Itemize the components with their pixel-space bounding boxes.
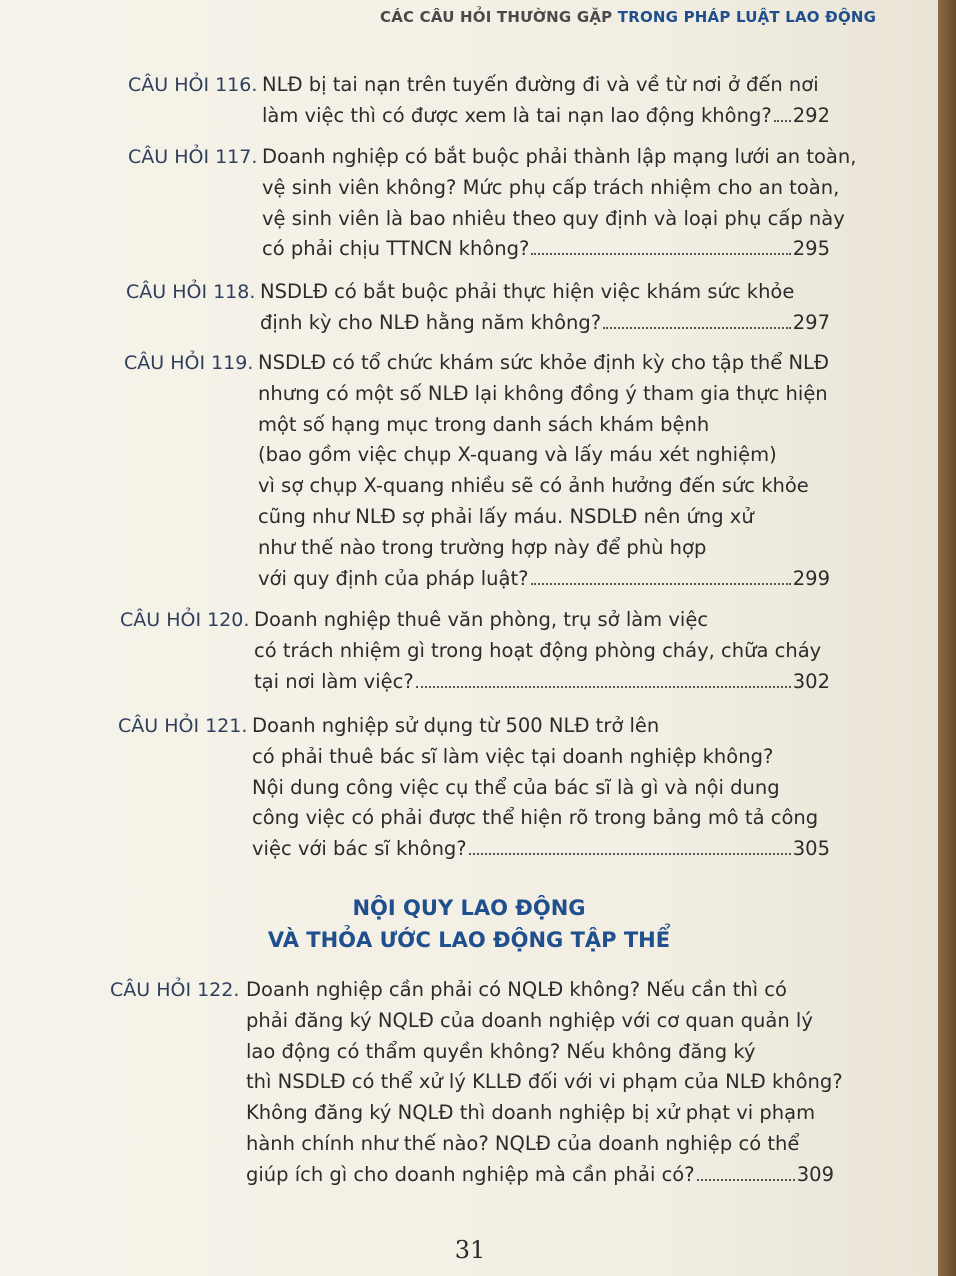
question-number: CÂU HỎI 117. xyxy=(128,146,258,168)
page-reference[interactable]: 309 xyxy=(796,1162,834,1186)
question-text xyxy=(254,605,830,697)
question-line: có phải thuê bác sĩ làm việc tại doanh nghiệp không? xyxy=(252,744,774,768)
question-line: một số hạng mục trong danh sách khám bệnh xyxy=(258,412,710,436)
question-line: Không đăng ký NQLĐ thì doanh nghiệp bị xử phạt vi phạm xyxy=(246,1101,816,1125)
question-text xyxy=(246,975,843,1191)
question-line: vệ sinh viên là bao nhiêu theo quy định và loại phụ cấp này xyxy=(262,206,845,230)
question-number: CÂU HỎI 120. xyxy=(120,609,250,631)
question-line: cũng như NLĐ sợ phải lấy máu. NSDLĐ nên ứng xử xyxy=(258,504,754,528)
question-number: CÂU HỎI 121. xyxy=(118,715,248,737)
dot-leader xyxy=(531,253,790,255)
question-text xyxy=(260,277,830,339)
question-line: vệ sinh viên không? Mức phụ cấp trách nhiệm cho an toàn, xyxy=(262,175,840,199)
dot-leader xyxy=(603,327,791,329)
page-reference[interactable]: 295 xyxy=(792,237,830,261)
question-last-line xyxy=(246,1160,834,1191)
page-number: 31 xyxy=(454,1236,486,1264)
question-last-line xyxy=(254,667,830,698)
question-last-line xyxy=(262,234,830,265)
page-reference[interactable]: 292 xyxy=(792,103,830,127)
question-line: công việc có phải được thể hiện rõ trong bảng mô tả công xyxy=(252,806,819,830)
question-line: có trách nhiệm gì trong hoạt động phòng cháy, chữa cháy xyxy=(254,638,822,662)
question-line: định kỳ cho NLĐ hằng năm không? xyxy=(260,310,602,334)
question-line: Doanh nghiệp có bắt buộc phải thành lập mạng lưới an toàn, xyxy=(262,145,857,168)
section-title-line-1: NỘI QUY LAO ĐỘNG xyxy=(352,896,586,920)
question-number: CÂU HỎI 118. xyxy=(126,281,256,303)
dot-leader xyxy=(469,853,791,855)
question-line: việc với bác sĩ không? xyxy=(252,837,467,861)
question-line: phải đăng ký NQLĐ của doanh nghiệp với cơ quan quản lý xyxy=(246,1008,813,1032)
question-text xyxy=(262,142,857,265)
question-text xyxy=(258,348,830,594)
question-last-line xyxy=(258,564,830,595)
question-line: nhưng có một số NLĐ lại không đồng ý tham gia thực hiện xyxy=(258,381,828,405)
section-title-line-2: VÀ THỎA ƯỚC LAO ĐỘNG TẬP THỂ xyxy=(267,928,671,952)
question-line: vì sợ chụp X-quang nhiều sẽ có ảnh hưởng đến sức khỏe xyxy=(258,474,809,498)
question-last-line xyxy=(260,308,830,339)
question-line: làm việc thì có được xem là tai nạn lao động không? xyxy=(262,103,772,127)
question-number: CÂU HỎI 116. xyxy=(128,74,258,96)
question-line: có phải chịu TTNCN không? xyxy=(262,237,530,261)
page-reference[interactable]: 305 xyxy=(792,837,830,861)
question-line: thì NSDLĐ có thể xử lý KLLĐ đối với vi phạm của NLĐ không? xyxy=(246,1070,843,1094)
header-part-1: CÁC CÂU HỎI THƯỜNG GẶP xyxy=(380,8,613,26)
page-reference[interactable]: 297 xyxy=(792,310,830,334)
question-line: Doanh nghiệp thuê văn phòng, trụ sở làm việc xyxy=(254,608,709,631)
question-line: NLĐ bị tai nạn trên tuyến đường đi và về từ nơi ở đến nơi xyxy=(262,73,819,96)
question-text xyxy=(262,70,830,132)
question-line: Nội dung công việc cụ thể của bác sĩ là gì và nội dung xyxy=(252,775,780,799)
question-line: hành chính như thế nào? NQLĐ của doanh nghiệp có thể xyxy=(246,1131,800,1155)
dot-leader xyxy=(774,120,791,122)
question-last-line xyxy=(252,834,830,865)
question-line: NSDLĐ có tổ chức khám sức khỏe định kỳ cho tập thể NLĐ xyxy=(258,351,830,374)
running-header xyxy=(380,8,877,26)
question-line: tại nơi làm việc? xyxy=(254,669,414,693)
question-text xyxy=(252,711,830,865)
question-line: NSDLĐ có bắt buộc phải thực hiện việc khám sức khỏe xyxy=(260,280,795,303)
question-line: với quy định của pháp luật? xyxy=(258,566,529,590)
page-reference[interactable]: 299 xyxy=(792,566,830,590)
question-line: lao động có thẩm quyền không? Nếu không đăng ký xyxy=(246,1039,756,1063)
dot-leader xyxy=(697,1179,795,1181)
header-part-2: TRONG PHÁP LUẬT LAO ĐỘNG xyxy=(617,8,877,26)
question-number: CÂU HỎI 119. xyxy=(124,352,254,374)
question-last-line xyxy=(262,101,830,132)
page-reference[interactable]: 302 xyxy=(792,669,830,693)
book-spine-edge xyxy=(938,0,956,1276)
question-line: (bao gồm việc chụp X-quang và lấy máu xét nghiệm) xyxy=(258,443,777,467)
question-line: Doanh nghiệp sử dụng từ 500 NLĐ trở lên xyxy=(252,714,660,737)
question-line: giúp ích gì cho doanh nghiệp mà cần phải có? xyxy=(246,1162,695,1186)
question-number: CÂU HỎI 122. xyxy=(110,979,240,1001)
question-line: như thế nào trong trường hợp này để phù hợp xyxy=(258,535,707,559)
question-line: Doanh nghiệp cần phải có NQLĐ không? Nếu cần thì có xyxy=(246,978,787,1001)
dot-leader xyxy=(416,686,791,688)
dot-leader xyxy=(531,583,791,585)
